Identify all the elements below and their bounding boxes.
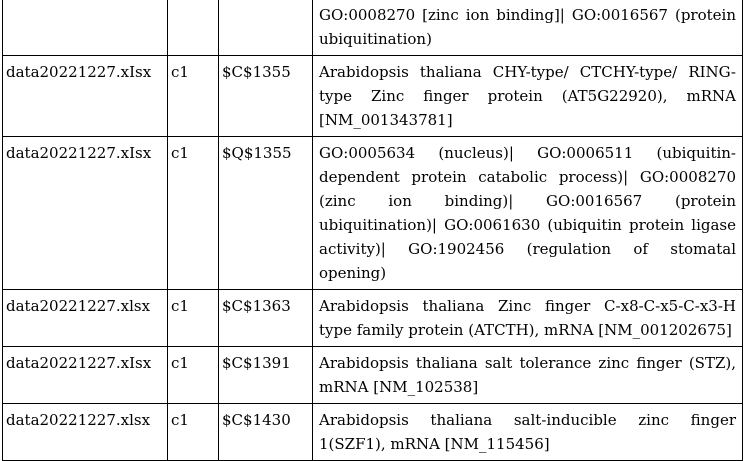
cell-reference: $Q$1355 [219, 137, 313, 290]
cell-reference: $C$1363 [219, 290, 313, 347]
file-name-cell: data20221227.xIsx [3, 347, 168, 404]
table-row [3, 56, 743, 137]
table-row [3, 290, 743, 347]
description-cell: Arabidopsis thaliana salt-inducible zinc finger 1(SZF1), mRNA [NM_115456] [313, 404, 743, 461]
table-row [3, 404, 743, 461]
sheet-cell: c1 [168, 347, 219, 404]
description-cell: GO:0008270 [zinc ion binding]| GO:0016567 (protein ubiquitination) [313, 0, 743, 56]
description-cell: GO:0005634 (nucleus)| GO:0006511 (ubiquitin-dependent protein catabolic process)| GO:0008270 (zinc ion binding)| GO:0016567 (protein ubiquitination)| GO:0061630 (ubiquitin protein ligase activity)| GO:1902456 (regulation of stomatal opening) [313, 137, 743, 290]
sheet-cell: c1 [168, 137, 219, 290]
description-cell: Arabidopsis thaliana CHY-type/ CTCHY-type/ RING-type Zinc finger protein (AT5G22920), mRNA [NM_001343781] [313, 56, 743, 137]
results-table [2, 0, 743, 461]
file-name-cell: data20221227.xlsx [3, 404, 168, 461]
file-name-cell: data20221227.xIsx [3, 56, 168, 137]
file-name-cell: data20221227.xlsx [3, 290, 168, 347]
table-row [3, 347, 743, 404]
table-row [3, 137, 743, 290]
sheet-cell: c1 [168, 404, 219, 461]
cell-reference: $C$1355 [219, 56, 313, 137]
description-cell: Arabidopsis thaliana salt tolerance zinc finger (STZ), mRNA [NM_102538] [313, 347, 743, 404]
description-cell: Arabidopsis thaliana Zinc finger C-x8-C-x5-C-x3-H type family protein (ATCTH), mRNA [NM_001202675] [313, 290, 743, 347]
sheet-cell: c1 [168, 290, 219, 347]
file-name-cell: data20221227.xIsx [3, 137, 168, 290]
cell-reference [219, 0, 313, 56]
sheet-cell [168, 0, 219, 56]
sheet-cell: c1 [168, 56, 219, 137]
cell-reference: $C$1391 [219, 347, 313, 404]
table-row [3, 0, 743, 56]
cell-reference: $C$1430 [219, 404, 313, 461]
file-name-cell [3, 0, 168, 56]
